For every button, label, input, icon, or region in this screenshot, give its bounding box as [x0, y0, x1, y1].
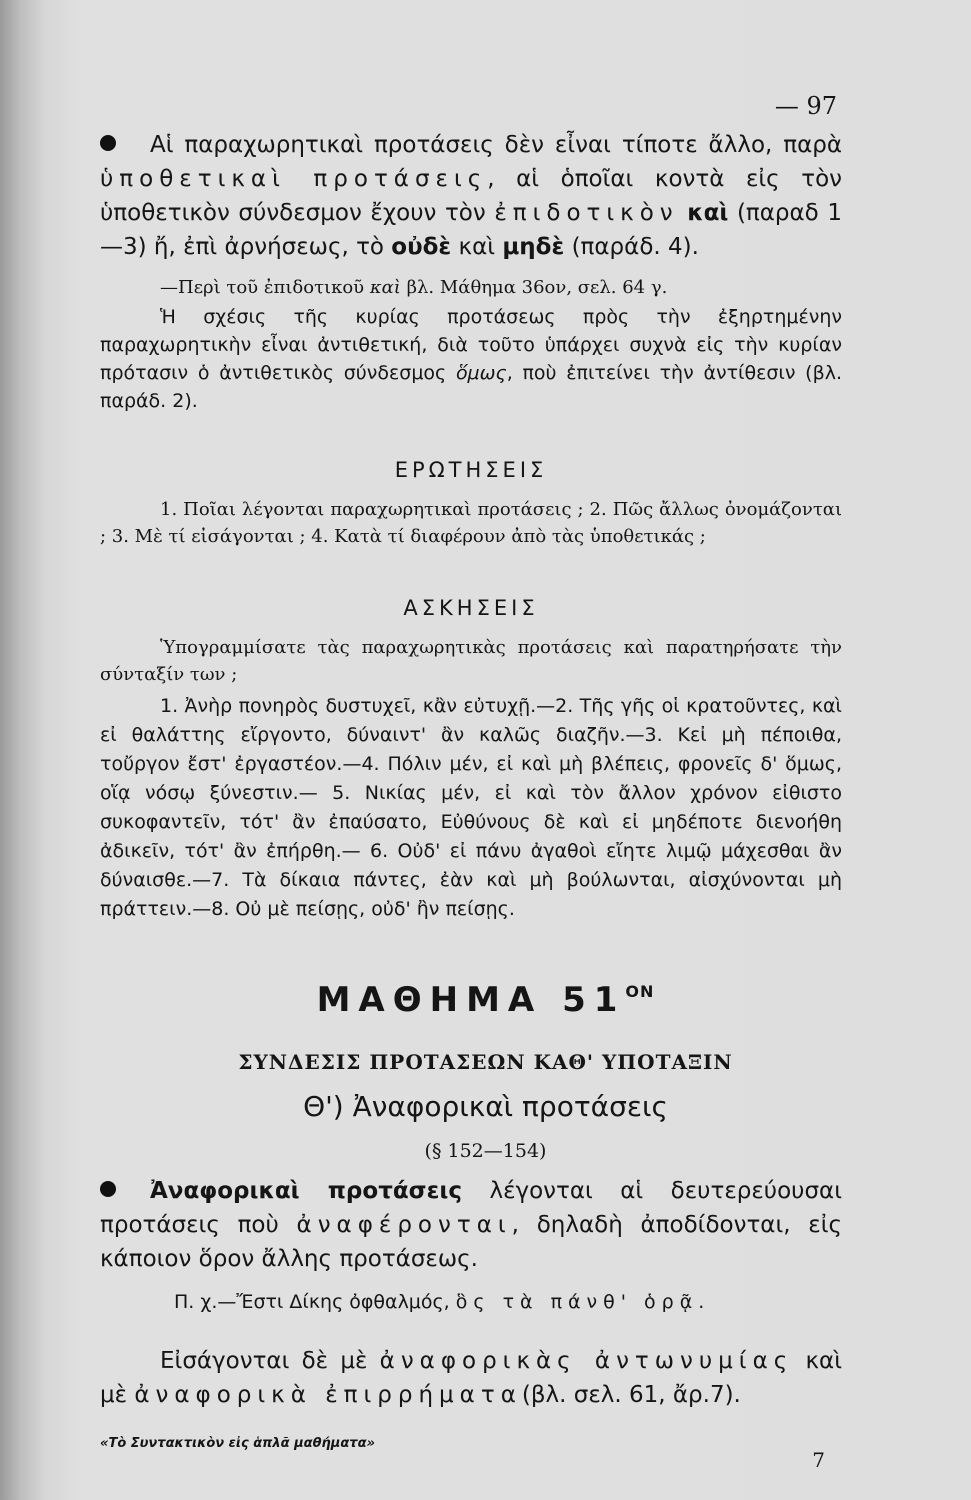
- exercises-heading: ΑΣΚΗΣΕΙΣ: [403, 596, 539, 620]
- bullet-icon: [100, 135, 116, 151]
- footer-sheet-number: 7: [812, 1448, 825, 1472]
- bullet-icon: [100, 1181, 116, 1197]
- footer-book-title: «Τὸ Συντακτικὸν εἰς ἁπλᾶ μαθήματα»: [100, 1436, 375, 1451]
- page-number: — 97: [774, 92, 837, 120]
- spaced-term: ἀναφορικὰς ἀντωνυμίας: [379, 1348, 794, 1374]
- relative-definition: Ἀναφορικαὶ προτάσεις λέγονται αἱ δευτερεύουσαι προτάσεις ποὺ ἀναφέρονται, δηλαδὴ ἀποδίδονται, εἰς κάποιον ὅρον ἄλλης προτάσεως.: [100, 1178, 842, 1272]
- spaced-term: ὃς τὰ πάνθ' ὁρᾷ: [455, 1291, 699, 1313]
- reference-note: —Περὶ τοῦ ἐπιδοτικοῦ καὶ βλ. Μάθημα 36ον, σελ. 64 γ.: [160, 277, 668, 298]
- intro-paragraph: Αἱ παραχωρητικαὶ προτάσεις δὲν εἶναι τίποτε ἄλλο, παρὰ ὑποθετικαὶ προτάσεις, αἱ ὁποῖαι κοντὰ εἰς τὸν ὑποθετικὸν σύνδεσμον ἔχουν τὸν ἐπιδοτικὸν καὶ (παραδ 1—3) ἤ, ἐπὶ ἀρνήσεως, τὸ οὐδὲ καὶ μηδὲ (παράδ. 4).: [100, 132, 842, 260]
- introduction-paragraph: Εἰσάγονται δὲ μὲ ἀναφορικὰς ἀντωνυμίας καὶ μὲ ἀναφορικὰ ἐπιρρήματα(βλ. σελ. 61, ἄρ.7).: [100, 1348, 843, 1408]
- spaced-term: ἐπιδοτικὸν: [494, 200, 679, 226]
- questions-text: 1. Ποῖαι λέγονται παραχωρητικαὶ προτάσεις ; 2. Πῶς ἄλλως ὀνομάζονται ; 3. Μὲ τί εἰσάγονται ; 4. Κατὰ τί διαφέρουν ἀπὸ τὰς ὑποθετικάς ;: [100, 499, 842, 547]
- exercises-instruction: Ὑπογραμμίσατε τὰς παραχωρητικὰς προτάσεις καὶ παρατηρήσατε τὴν σύνταξίν των ;: [100, 637, 842, 685]
- lesson-subtitle: ΣΥΝΔΕΣΙΣ ΠΡΟΤΑΣΕΩΝ ΚΑΘ' ΥΠΟΤΑΞΙΝ: [238, 1050, 733, 1074]
- section-reference: (§ 152—154): [424, 1140, 547, 1162]
- section-title: Θ') Ἀναφορικαὶ προτάσεις: [303, 1090, 668, 1123]
- exercises-text: 1. Ἀνὴρ πονηρὸς δυστυχεῖ, κἂν εὐτυχῇ.—2. Τῆς γῆς οἱ κρατοῦντες, καὶ εἰ θαλάττης εἴργοντο, δύναιντ' ἂν καλῶς διαζῆν.—3. Κεἰ μὴ πέποιθα, τοὔργον ἔστ' ἐργαστέον.—4. Πόλιν μέν, εἰ καὶ μὴ βλέπεις, φρονεῖς δ' ὅμως, οἵᾳ νόσῳ ξύνεστιν.— 5. Νικίας μέν, εἰ καὶ τὸν ἄλλον χρόνον εἰθιστο συκοφαντεῖν, τότ' ἂν ἐπαύσατο, Εὐθύνους δὲ καὶ εἰ μηδέποτε διενοήθη ἀδικεῖν, τότ' ἂν ἐπήρθη.— 6. Οὐδ' εἰ πάνυ ἀγαθοὶ εἴητε λιμῷ μάχεσθαι ἂν δύναισθε.—7. Τὰ δίκαια πάντες, ἐὰν καὶ μὴ βούλωνται, αἰσχύνονται μὴ πράττειν.—8. Οὐ μὲ πείσῃς, οὐδ' ἢν πείσῃς.: [100, 695, 842, 920]
- questions-heading: ΕΡΩΤΗΣΕΙΣ: [394, 458, 548, 482]
- relative-clauses-body: [100, 1174, 842, 1412]
- spaced-term: ἀναφέρονται: [296, 1212, 512, 1238]
- spaced-term: ὑποθετικαὶ προτάσεις: [100, 166, 488, 192]
- exercises-section: [100, 596, 842, 924]
- concessive-intro: [100, 128, 842, 415]
- lesson-title: ΜΑΘΗΜΑ $51^{ON}$: [316, 980, 655, 1020]
- questions-section: [100, 458, 842, 550]
- spaced-term: ἀναφορικὰ ἐπιρρήματα: [134, 1382, 522, 1408]
- example-line: Π. χ.—Ἔστι Δίκης ὀφθαλμός, ὃς τὰ πάνθ' ὁρᾷ.: [174, 1291, 705, 1313]
- relation-paragraph: Ἡ σχέσις τῆς κυρίας προτάσεως πρὸς τὴν ἐξηρτημένην παραχωρητικὴν εἶναι ἀντιθετική, διὰ τοῦτο ὑπάρχει συχνὰ εἰς τὴν κυρίαν πρότασιν ὁ ἀντιθετικὸς σύνδεσμος ὅμως, ποὺ ἐπιτείνει τὴν ἀντίθεσιν (βλ. παράδ. 2).: [100, 306, 842, 412]
